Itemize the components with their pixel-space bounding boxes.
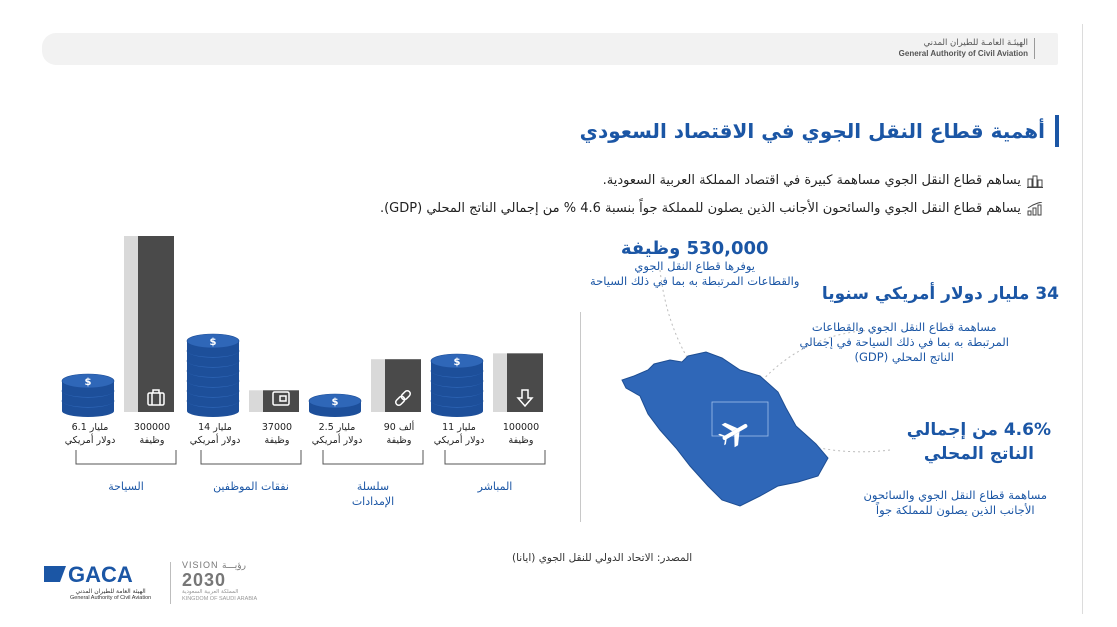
bar-light-face xyxy=(493,353,507,412)
coin-value-label: 6.1 مليار xyxy=(71,422,109,433)
gaca-logo xyxy=(42,560,162,588)
section-divider xyxy=(580,312,581,522)
coin-unit-label: دولار أمريكي xyxy=(64,435,116,446)
bullet-2-text: يساهم قطاع النقل الجوي والسائحون الأجانب الذين يصلون للمملكة جواً بنسبة 4.6 % من إجمالي الناتج المحلي (GDP). xyxy=(379,201,1021,216)
bar-value-label: 90 ألف xyxy=(383,422,415,433)
usd-stat-value: 34 مليار دولار أمريكي سنويا xyxy=(821,284,1059,304)
group-label: الإمدادات xyxy=(351,495,395,508)
title-accent-bar xyxy=(1055,115,1059,147)
coin-value-label: 11 مليار xyxy=(442,422,476,433)
gdp-stat xyxy=(907,418,1051,466)
jobs-stat-line2: والقطاعات المرتبطة به بما في ذلك السياحة xyxy=(590,274,800,288)
group-bracket xyxy=(323,450,423,464)
gdp-stat-line2: الأجانب الذين يصلون للمملكة جواً xyxy=(875,503,1035,517)
economic-impact-chart xyxy=(0,220,580,550)
bar-light-face xyxy=(371,359,385,412)
bullet-1-text: يساهم قطاع النقل الجوي مساهمة كبيرة في اقتصاد المملكة العربية السعودية. xyxy=(602,173,1021,188)
logo-separator xyxy=(170,562,171,604)
usd-stat-line3: الناتج المحلي (GDP) xyxy=(854,350,954,364)
vision-sub-ar: المملكة العربية السعودية xyxy=(182,589,239,595)
growth-chart-icon xyxy=(1027,202,1043,216)
buildings-icon xyxy=(1027,174,1043,188)
vision-2030-logo xyxy=(182,560,257,603)
page-title: أهمية قطاع النقل الجوي في الاقتصاد السعودي xyxy=(579,119,1045,143)
usd-stat xyxy=(822,284,1059,304)
group-bracket xyxy=(76,450,176,464)
group-label: سلسلة xyxy=(356,480,390,493)
gdp-stat-value-2: الناتج المحلي xyxy=(923,444,1034,464)
bar-unit-label: وظيفة xyxy=(139,435,165,446)
coin-unit-label: دولار أمريكي xyxy=(311,435,363,446)
bar-value-label: 37000 xyxy=(261,422,293,433)
bar-unit-label: وظيفة xyxy=(386,435,412,446)
bar-value-label: 300000 xyxy=(133,422,171,433)
gaca-caption-ar: الهيئة العامة للطيران المدني xyxy=(75,588,146,595)
gaca-wordmark: GACA xyxy=(68,562,133,587)
slide-edge xyxy=(1082,24,1083,614)
coin-value-label: 2.5 مليار xyxy=(318,422,356,433)
group-label: المباشر xyxy=(477,480,513,493)
coin-unit-label: دولار أمريكي xyxy=(189,435,241,446)
group-label: نفقات الموظفين xyxy=(213,480,289,493)
usd-stat-line1: مساهمة قطاع النقل الجوي والقطاعات xyxy=(811,320,997,334)
bar xyxy=(385,359,421,412)
gaca-caption-en: General Authority of Civil Aviation xyxy=(70,595,152,601)
bar-light-face xyxy=(249,390,263,412)
bar xyxy=(507,353,543,412)
usd-stat-desc xyxy=(799,320,1009,365)
title-block xyxy=(580,115,1059,147)
bullet-2 xyxy=(380,201,1043,216)
jobs-stat-value: 530,000 وظيفة xyxy=(620,238,769,259)
riyal-symbol-icon: $ xyxy=(209,337,217,348)
bar xyxy=(138,236,174,412)
gaca-caption xyxy=(70,588,151,602)
coin-unit-label: دولار أمريكي xyxy=(433,435,485,446)
riyal-symbol-icon: $ xyxy=(84,377,92,388)
bar-unit-label: وظيفة xyxy=(264,435,290,446)
group-bracket xyxy=(201,450,301,464)
usd-stat-line2: المرتبطة به بما في ذلك السياحة في إجمالي xyxy=(799,335,1009,349)
jobs-stat-line1: يوفرها قطاع النقل الجوي xyxy=(634,259,755,273)
jobs-stat xyxy=(590,238,799,289)
header-logo-en: General Authority of Civil Aviation xyxy=(898,49,1028,58)
gdp-stat-desc xyxy=(863,488,1047,518)
riyal-symbol-icon: $ xyxy=(331,397,339,408)
riyal-symbol-icon: $ xyxy=(453,357,461,368)
saudi-map xyxy=(622,352,828,506)
bar-value-label: 100000 xyxy=(502,422,540,433)
bar-light-face xyxy=(124,236,138,412)
bar-unit-label: وظيفة xyxy=(508,435,534,446)
vision-word: VISION xyxy=(182,560,219,570)
vision-word-ar: رؤيـــة xyxy=(222,560,246,570)
vision-sub-en: KINGDOM OF SAUDI ARABIA xyxy=(182,596,258,602)
header-logo xyxy=(899,38,1035,59)
header-logo-ar: الهيئـة العامـة للطيران المدني xyxy=(923,38,1028,48)
gaca-emblem xyxy=(44,566,66,582)
source-note: المصدر: الاتحاد الدولي للنقل الجوي (ايانا) xyxy=(512,552,693,564)
group-label: السياحة xyxy=(108,480,144,493)
group-bracket xyxy=(445,450,545,464)
vision-year: 2030 xyxy=(182,570,227,590)
coin-value-label: 14 مليار xyxy=(198,422,232,433)
gdp-stat-line1: مساهمة قطاع النقل الجوي والسائحون xyxy=(863,488,1047,502)
bullet-1 xyxy=(603,173,1043,188)
gdp-stat-value-1: 4.6% من إجمالي xyxy=(906,420,1051,440)
